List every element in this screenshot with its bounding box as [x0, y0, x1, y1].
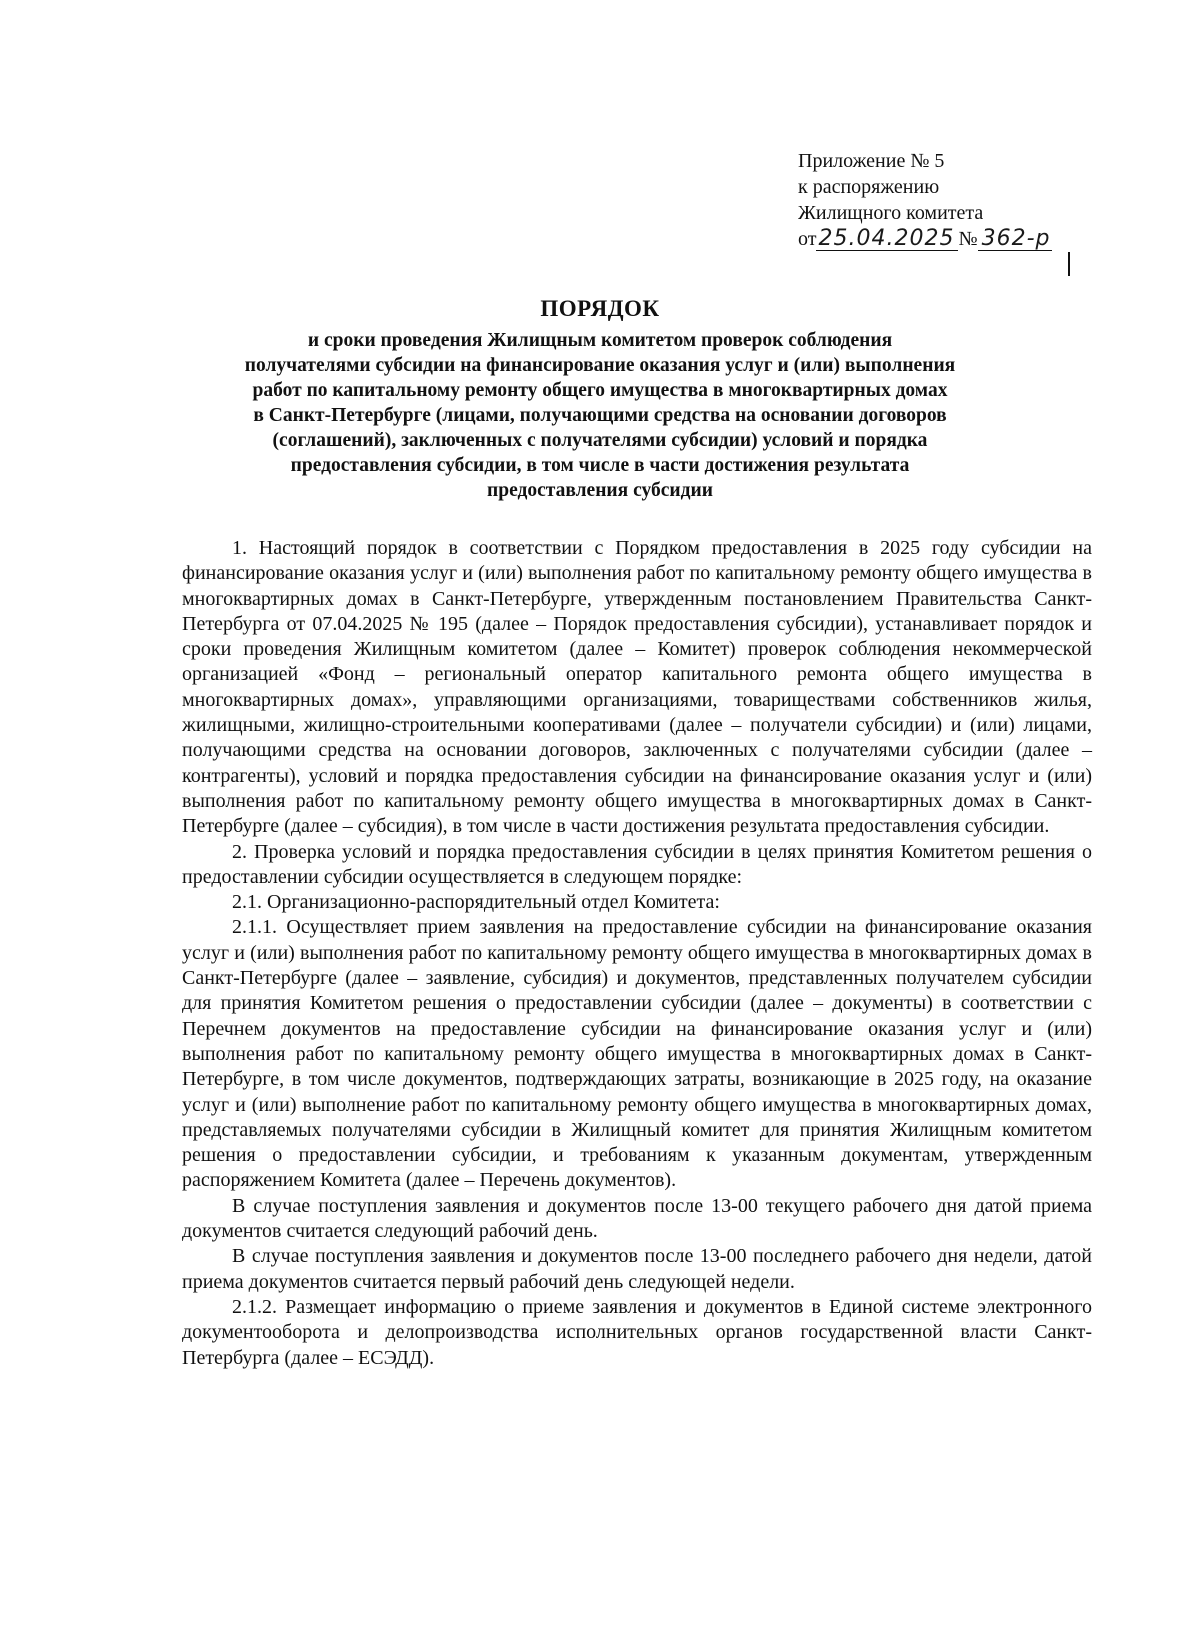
subtitle-line: получателями субсидии на финансирование оказания услуг и (или) выполнения: [244, 355, 956, 376]
date-prefix: от: [798, 228, 817, 250]
appendix-to-order: к распоряжению: [798, 176, 940, 198]
number-prefix: №: [958, 228, 978, 250]
handwriting-stroke: [1068, 252, 1070, 276]
document-title: ПОРЯДОК: [540, 296, 660, 321]
document-body: [182, 536, 1092, 1371]
paragraph-2-1-2: 2.1.2. Размещает информацию о приеме заявления и документов в Единой системе электронного документооборота и делопроизводства исполнительных органов государственной власти Санкт-Петербурга (далее – ЕСЭДД).: [182, 1295, 1092, 1369]
subtitle-line: работ по капитальному ремонту общего имущества в многоквартирных домах: [252, 380, 948, 401]
subtitle-line: и сроки проведения Жилищным комитетом проверок соблюдения: [307, 330, 893, 351]
document-subtitle: [200, 328, 1000, 503]
subtitle-line: в Санкт-Петербурге (лицами, получающими средства на основании договоров: [253, 405, 947, 426]
subtitle-line: (соглашений), заключенных с получателями субсидии) условий и порядка: [272, 430, 928, 451]
paragraph-1: 1. Настоящий порядок в соответствии с Порядком предоставления в 2025 году субсидии на финансирование оказания услуг и (или) выполнения работ по капитальному ремонту общего имущества в многоквартирных домах в Санкт-Петербурге, утвержденным постановлением Правительства Санкт-Петербурга от 07.04.2025 № 195 (далее – Порядок предоставления субсидии), устанавливает порядок и сроки проведения Жилищным комитетом (далее – Комитет) проверок соблюдения некоммерческой организацией «Фонд – региональный оператор капитального ремонта общего имущества в многоквартирных домах», управляющими организациями, товариществами собственников жилья, жилищными, жилищно-строительными кооперативами (далее – получатели субсидии) и (или) лицами, получающими средства на основании договоров, заключенных с получателями субсидии (далее – контрагенты), условий и порядка предоставления субсидии на финансирование оказания услуг и (или) выполнения работ по капитальному ремонту общего имущества в многоквартирных домах в Санкт-Петербурге (далее – субсидия), в том числе в части достижения результата предоставления субсидии.: [182, 537, 1092, 838]
appendix-number: Приложение № 5: [798, 150, 945, 172]
paragraph-receipt-week: В случае поступления заявления и документов после 13-00 последнего рабочего дня недели, датой приема документов считается первый рабочий день следующей недели.: [182, 1245, 1092, 1293]
paragraph-receipt-time: В случае поступления заявления и документов после 13-00 текущего рабочего дня датой приема документов считается следующий рабочий день.: [182, 1194, 1092, 1243]
order-number-handwritten: 362-р: [978, 228, 1052, 251]
appendix-committee: Жилищного комитета: [798, 202, 984, 224]
subtitle-line: предоставления субсидии: [487, 480, 713, 501]
paragraph-2-1-1: 2.1.1. Осуществляет прием заявления на предоставление субсидии на финансирование оказания услуг и (или) выполнения работ по капитальному ремонту общего имущества в многоквартирных домах в Санкт-Петербурге (далее – заявление, субсидия) и документов, представленных получателем субсидии для принятия Комитетом решения о предоставлении субсидии (далее – документы) в соответствии с Перечнем документов на предоставление субсидии на финансирование оказания услуг и (или) выполнения работ по капитальному ремонту общего имущества в многоквартирных домах в Санкт-Петербурге, в том числе документов, подтверждающих затраты, возникающие в 2025 году, на оказание услуг и (или) выполнение работ по капитальному ремонту общего имущества в многоквартирных домах, представляемых получателями субсидии в Жилищный комитет для принятия Жилищным комитетом решения о предоставлении субсидии, и требованиям к указанным документам, утвержденным распоряжением Комитета (далее – Перечень документов).: [182, 916, 1092, 1192]
order-date-line: [798, 226, 1118, 252]
appendix-header: [798, 148, 1118, 252]
paragraph-2: 2. Проверка условий и порядка предоставления субсидии в целях принятия Комитетом решения о предоставлении субсидии осуществляется в следующем порядке:: [182, 840, 1092, 888]
order-date-handwritten: 25.04.2025: [816, 228, 958, 251]
paragraph-2-1: 2.1. Организационно-распорядительный отдел Комитета:: [232, 891, 720, 914]
subtitle-line: предоставления субсидии, в том числе в части достижения результата: [290, 455, 910, 476]
